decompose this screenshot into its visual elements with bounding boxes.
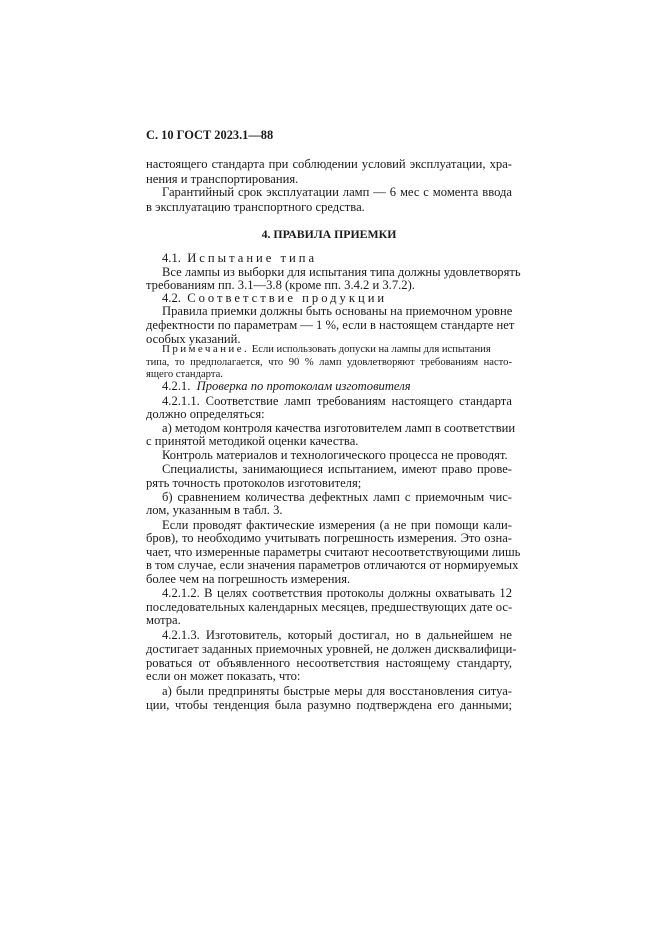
- intro-line: настоящего стандарта при соблюдении условий эксплуатации, хра-: [146, 157, 512, 171]
- body-line: а) методом контроля качества изготовителем ламп в соответствии: [162, 421, 516, 435]
- body-line: рять точность протоколов изготовителя;: [146, 476, 362, 490]
- body-line: если он может показать, что:: [146, 669, 301, 683]
- note-text: типа, то предполагается, что 90 % ламп удовлетворяют требованиям насто-: [146, 357, 512, 368]
- note-first-line: [162, 343, 512, 356]
- body-line: 4.2.1.3. Изготовитель, который достигал, но в дальнейшем не: [162, 628, 512, 642]
- body-line: бров), то необходимо учитывать погрешность измерения. Это озна-: [146, 531, 512, 545]
- intro-line: Гарантийный срок эксплуатации ламп — 6 мес с момента ввода: [162, 185, 512, 199]
- clause-title: Соответствие продукции: [187, 291, 388, 305]
- clause-number: 4.1.: [162, 251, 181, 265]
- body-line: должно определяться:: [146, 407, 265, 421]
- body-line: Контроль материалов и технологического процесса не проводят.: [162, 448, 508, 462]
- body-line: с принятой методикой оценки качества.: [146, 434, 359, 448]
- intro-line: нения и транспортирования.: [146, 172, 299, 186]
- note-label: Примечание.: [162, 343, 250, 355]
- body-line: лом, указанным в табл. 3.: [146, 503, 283, 517]
- body-line: роваться от объявленного несоответствия настоящему стандарту,: [146, 656, 512, 670]
- note-text: Если использовать допуски на лампы для испытания: [251, 344, 491, 355]
- clause-text: требованиям пп. 3.1—3.8 (кроме пп. 3.4.2 и 3.7.2).: [146, 278, 415, 292]
- clause-text: особых указаний.: [146, 332, 241, 346]
- body-line: Если проводят фактические измерения (а не при помощи кали-: [162, 518, 512, 532]
- clause-number: 4.2.1.: [162, 379, 191, 393]
- clause-4-2-1-heading: [162, 379, 411, 394]
- body-line: достигает заданных приемочных уровней, не должен дисквалифици-: [146, 642, 517, 656]
- body-line: б) сравнением количества дефектных ламп с приемочным чис-: [162, 490, 512, 504]
- body-line: а) были предприняты быстрые меры для восстановления ситуа-: [162, 684, 512, 698]
- body-line: Специалисты, занимающиеся испытанием, имеют право прове-: [162, 462, 512, 476]
- section-title: 4. ПРАВИЛА ПРИЕМКИ: [261, 227, 397, 241]
- page-header: С. 10 ГОСТ 2023.1—88: [146, 128, 274, 142]
- body-line: 4.2.1.2. В целях соответствия протоколы должны охватывать 12: [162, 586, 512, 600]
- clause-text: Все лампы из выборки для испытания типа должны удовлетворять: [162, 265, 521, 279]
- intro-line: в эксплуатацию транспортного средства.: [146, 200, 365, 214]
- clause-4-1-heading: [162, 251, 317, 266]
- clause-title: Испытание типа: [187, 251, 318, 265]
- body-line: в том случае, если значения параметров отличаются от нормируемых: [146, 558, 519, 572]
- clause-title: Проверка по протоколам изготовителя: [196, 379, 411, 393]
- body-line: ции, чтобы тенденция была разумно подтверждена его данными;: [146, 698, 512, 712]
- body-line: мотра.: [146, 613, 181, 627]
- body-line: последовательных календарных месяцев, предшествующих дате ос-: [146, 600, 513, 614]
- clause-number: 4.2.: [162, 291, 181, 305]
- body-line: более чем на погрешность измерения.: [146, 572, 351, 586]
- note-text: ящего стандарта.: [146, 369, 223, 380]
- clause-text: Правила приемки должны быть основаны на приемочном уровне: [162, 304, 513, 318]
- clause-text: дефектности по параметрам — 1 %, если в настоящем стандарте нет: [146, 318, 515, 332]
- body-line: 4.2.1.1. Соответствие ламп требованиям настоящего стандарта: [162, 394, 512, 408]
- body-line: чает, что измеренные параметры считают несоответствующими лишь: [146, 545, 521, 559]
